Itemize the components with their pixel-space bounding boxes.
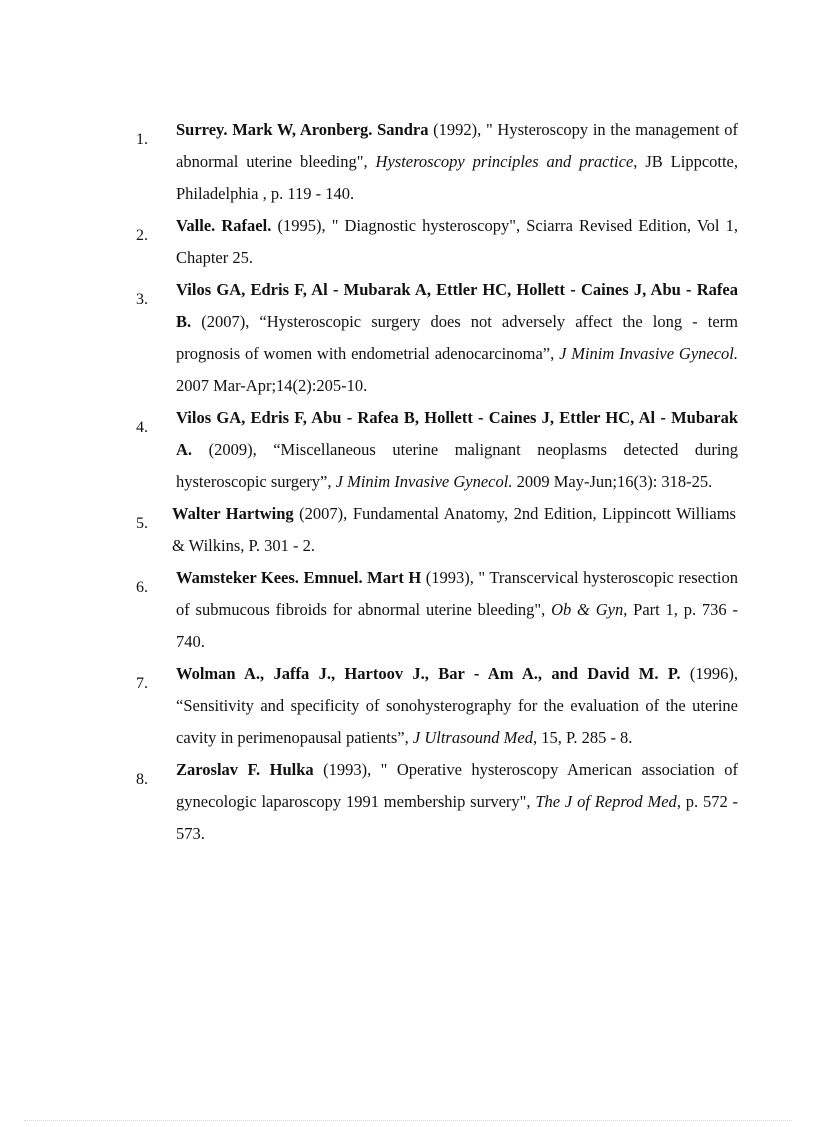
reference-number: 7. — [136, 675, 148, 692]
reference-list — [0, 114, 816, 850]
reference-authors: Wolman A., Jaffa J., Hartoov J., Bar - Am A., and David M. P. — [176, 664, 681, 683]
reference-publication-info: , Part 1, p. 736 - 740. — [176, 600, 738, 651]
reference-number: 5. — [136, 515, 148, 532]
reference-source-title: Hysteroscopy principles and practice — [375, 152, 634, 171]
reference-authors: Vilos GA, Edris F, Al - Mubarak A, Ettler HC, Hollett - Caines J, Abu - Rafea B. — [176, 280, 738, 331]
reference-number: 8. — [136, 771, 148, 788]
reference-item — [0, 498, 816, 562]
reference-item — [0, 402, 816, 498]
reference-text — [176, 658, 738, 754]
reference-number: 4. — [136, 419, 148, 436]
reference-item — [0, 210, 816, 274]
reference-text — [176, 274, 738, 402]
reference-source-title: J Ultrasound Med, — [412, 728, 538, 747]
reference-details: (1996), “Sensitivity and specificity of sonohysterography for the evaluation of the uterine cavity in perimenopausal patients”, — [176, 664, 738, 747]
reference-publication-info: 15, P. 285 - 8. — [537, 728, 633, 747]
reference-text — [176, 402, 738, 498]
reference-text — [176, 562, 738, 658]
reference-number: 6. — [136, 579, 148, 596]
reference-authors: Zaroslav F. Hulka — [176, 760, 314, 779]
reference-publication-info: , JB Lippcotte, Philadelphia , p. 119 - 140. — [176, 152, 739, 203]
reference-publication-info: 2007 Mar-Apr;14(2):205-10. — [176, 376, 368, 395]
reference-source-title: Ob & Gyn — [551, 600, 624, 619]
reference-source-title: J Minim Invasive Gynecol. — [335, 472, 513, 491]
reference-text — [176, 754, 738, 850]
reference-details: (2007), “Hysteroscopic surgery does not adversely affect the long - term prognosis of women with endometrial adenocarcinoma”, — [176, 312, 738, 363]
reference-details: (2007), Fundamental Anatomy, 2nd Edition, Lippincott Williams & Wilkins, P. 301 - 2. — [172, 504, 736, 555]
reference-authors: Surrey. Mark W, Aronberg. Sandra — [176, 120, 429, 139]
reference-source-title: J Minim Invasive Gynecol. — [559, 344, 738, 363]
reference-details: (1992), " Hysteroscopy in the management of abnormal uterine bleeding", — [176, 120, 738, 171]
reference-authors: Wamsteker Kees. Emnuel. Mart H — [176, 568, 422, 587]
reference-details: (1993), " Operative hysteroscopy American association of gynecologic laparoscopy 1991 membership survery", — [176, 760, 738, 811]
reference-text — [176, 210, 738, 274]
reference-text — [172, 498, 736, 562]
reference-details: (2009), “Miscellaneous uterine malignant neoplasms detected during hysteroscopic surgery”, — [176, 440, 738, 491]
reference-item — [0, 562, 816, 658]
reference-text — [176, 114, 738, 210]
reference-authors: Walter Hartwing — [172, 504, 294, 523]
reference-publication-info: , p. 572 - 573. — [176, 792, 739, 843]
reference-item — [0, 658, 816, 754]
reference-details: (1995), " Diagnostic hysteroscopy", Sciarra Revised Edition, Vol 1, Chapter 25. — [176, 216, 738, 267]
reference-item — [0, 114, 816, 210]
reference-source-title: The J of Reprod Med — [535, 792, 677, 811]
reference-authors: Vilos GA, Edris F, Abu - Rafea B, Hollett - Caines J, Ettler HC, Al - Mubarak A. — [176, 408, 738, 459]
reference-item — [0, 754, 816, 850]
reference-item — [0, 274, 816, 402]
reference-number: 2. — [136, 227, 148, 244]
reference-details: (1993), " Transcervical hysteroscopic resection of submucous fibroids for abnormal uterine bleeding", — [176, 568, 738, 619]
reference-number: 3. — [136, 291, 148, 308]
reference-authors: Valle. Rafael. — [176, 216, 272, 235]
page-bottom-divider — [24, 1120, 792, 1121]
reference-publication-info: 2009 May-Jun;16(3): 318-25. — [512, 472, 713, 491]
reference-number: 1. — [136, 131, 148, 148]
